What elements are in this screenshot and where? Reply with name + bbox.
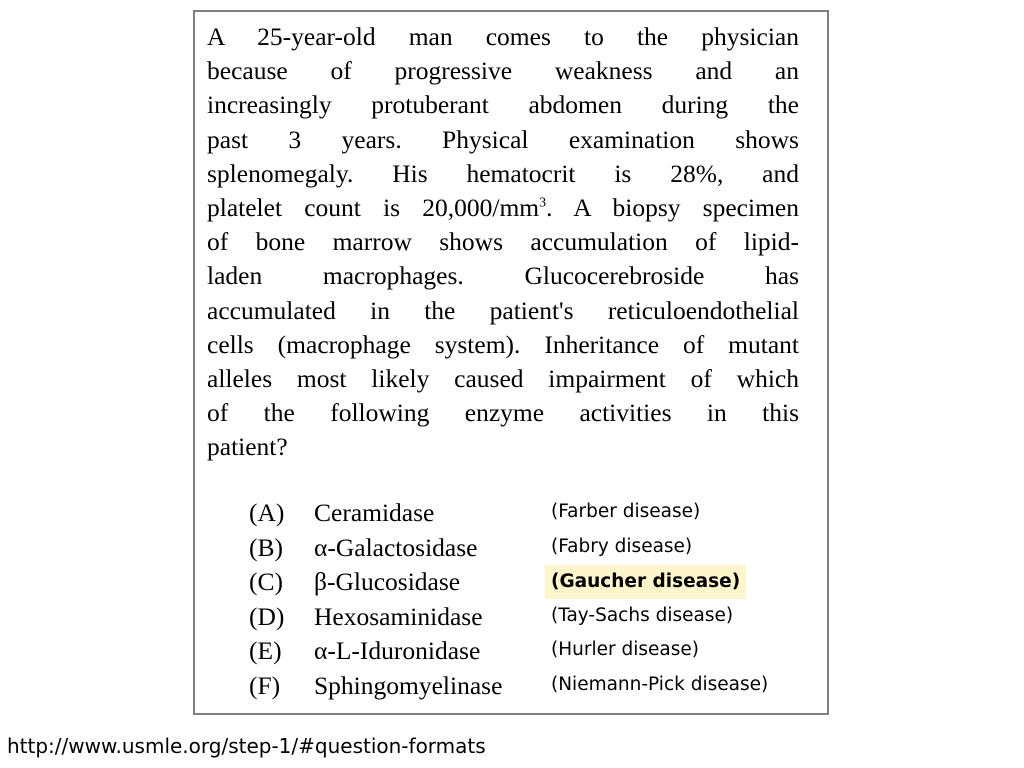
stem-line: of bone marrow shows accumulation of lipid- bbox=[207, 227, 799, 257]
stem-line: because of progressive weakness and an bbox=[207, 56, 799, 86]
stem-line: past 3 years. Physical examination shows bbox=[207, 124, 799, 154]
option-letter: (E) bbox=[249, 636, 282, 666]
option-enzyme: β-Glucosidase bbox=[314, 567, 461, 597]
stem-line: splenomegaly. His hematocrit is 28%, and bbox=[207, 158, 799, 188]
option-enzyme: α-L-Iduronidase bbox=[314, 636, 481, 666]
option-disease-correct-highlight: (Gaucher disease) bbox=[545, 565, 746, 599]
option-disease: (Tay-Sachs disease) bbox=[551, 604, 734, 626]
answer-option-b bbox=[195, 531, 831, 566]
question-box bbox=[193, 10, 829, 715]
option-enzyme: Hexosaminidase bbox=[314, 601, 483, 631]
option-enzyme: Ceramidase bbox=[314, 498, 435, 527]
stem-line: increasingly protuberant abdomen during the bbox=[207, 90, 799, 120]
option-disease: (Fabry disease) bbox=[551, 535, 693, 557]
stem-line: laden macrophages. Glucocerebroside has bbox=[207, 261, 799, 291]
stem-line: alleles most likely caused impairment of which bbox=[207, 364, 799, 394]
option-letter: (A) bbox=[249, 498, 285, 527]
answer-option-f bbox=[195, 669, 831, 704]
option-letter: (F) bbox=[249, 670, 281, 700]
option-enzyme: α-Galactosidase bbox=[314, 532, 478, 562]
question-stem bbox=[207, 20, 799, 465]
option-letter: (C) bbox=[249, 567, 283, 597]
option-disease: (Farber disease) bbox=[551, 501, 701, 522]
option-letter: (D) bbox=[249, 601, 285, 631]
superscript-3: 3 bbox=[539, 195, 547, 211]
answer-options bbox=[195, 496, 831, 704]
option-disease: (Hurler disease) bbox=[551, 639, 699, 661]
stem-line: of the following enzyme activities in this bbox=[207, 398, 799, 428]
answer-option-d bbox=[195, 600, 831, 635]
stem-line-platelet bbox=[207, 191, 799, 225]
answer-option-c bbox=[195, 565, 831, 600]
stem-line-platelet-text: platelet count is 20,000/mm bbox=[207, 193, 540, 223]
source-url: http://www.usmle.org/step-1/#question-formats bbox=[7, 734, 486, 758]
option-disease: (Niemann-Pick disease) bbox=[551, 673, 769, 695]
stem-line: accumulated in the patient's reticuloendothelial bbox=[207, 295, 799, 325]
answer-option-a bbox=[195, 496, 831, 531]
stem-line: cells (macrophage system). Inheritance of mutant bbox=[207, 329, 799, 359]
option-enzyme: Sphingomyelinase bbox=[314, 670, 503, 700]
stem-line: patient? bbox=[207, 432, 288, 462]
answer-option-e bbox=[195, 634, 831, 669]
stem-line: A 25-year-old man comes to the physician bbox=[207, 22, 799, 51]
stem-line-platelet-cont: . A biopsy specimen bbox=[546, 193, 799, 223]
option-letter: (B) bbox=[249, 532, 283, 562]
